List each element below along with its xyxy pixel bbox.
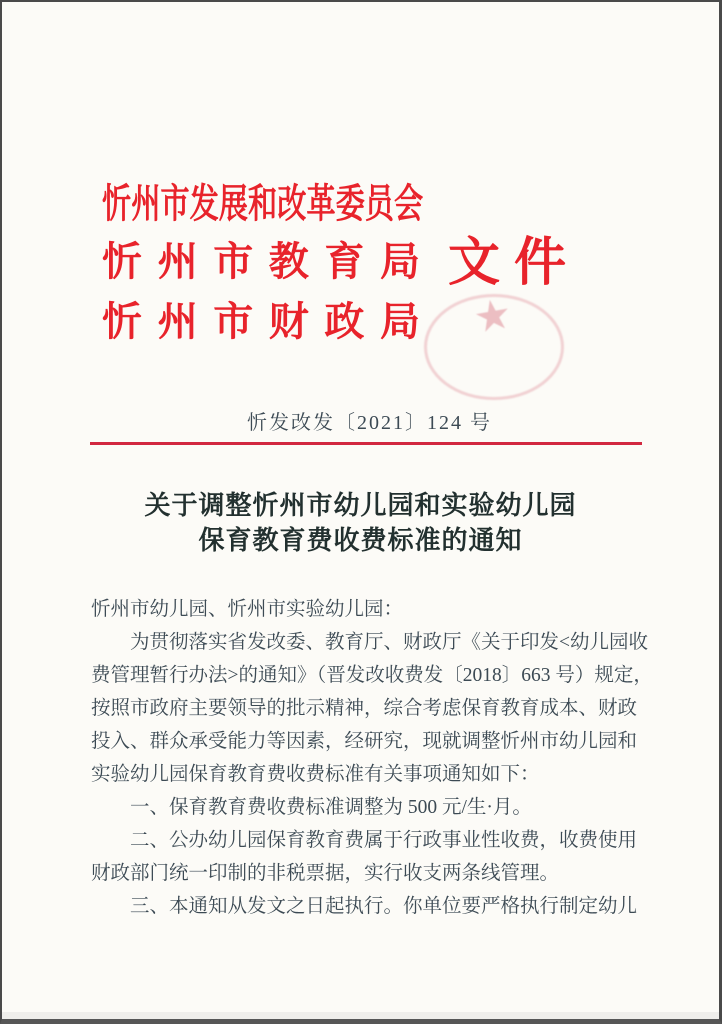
body-text-line: 实验幼儿园保育教育费收费标准有关事项通知如下： bbox=[91, 764, 540, 785]
org-char: 局 bbox=[379, 299, 420, 344]
org-char: 育 bbox=[324, 239, 365, 284]
org-char: 州 bbox=[157, 239, 198, 284]
body-text-line: 财政部门统一印制的非税票据，实行收支两条线管理。 bbox=[91, 863, 560, 884]
red-divider-line bbox=[90, 442, 642, 445]
document-title bbox=[2, 488, 719, 558]
org-char: 政 bbox=[324, 299, 365, 344]
body-text-line: 费管理暂行办法>的通知》（晋发改收费发〔2018〕663 号）规定， bbox=[91, 665, 653, 686]
org-char: 教 bbox=[268, 239, 309, 284]
body-salutation-line: 忻州市幼儿园、忻州市实验幼儿园： bbox=[91, 599, 404, 620]
org-char: 市 bbox=[213, 299, 254, 344]
org-char: 局 bbox=[379, 239, 420, 284]
body-item-1-line: 一、保育教育费收费标准调整为 500 元/生·月。 bbox=[130, 797, 532, 818]
body-item-2-line: 二、公办幼儿园保育教育费属于行政事业性收费，收费使用 bbox=[130, 830, 638, 851]
issuing-org-line-1: 忻州市发展和改革委员会 bbox=[102, 181, 424, 226]
document-body bbox=[91, 593, 653, 923]
body-text-line: 为贯彻落实省发改委、教育厅、财政厅《关于印发<幼儿园收 bbox=[130, 632, 648, 653]
org-char: 市 bbox=[213, 239, 254, 284]
org-char: 州 bbox=[157, 299, 198, 344]
seal-star-icon: ★ bbox=[470, 291, 516, 343]
body-item-3-line: 三、本通知从发文之日起执行。你单位要严格执行制定幼儿 bbox=[130, 896, 638, 917]
org-char: 忻 bbox=[102, 299, 142, 344]
document-number: 忻发改发〔2021〕124 号 bbox=[247, 412, 492, 434]
issuing-org-line-3 bbox=[102, 300, 420, 344]
org-char: 财 bbox=[268, 299, 309, 344]
org-char: 忻 bbox=[102, 239, 142, 284]
document-type-label: 文件 bbox=[448, 235, 581, 292]
issuing-org-line-2 bbox=[102, 240, 420, 284]
body-text-line: 投入、群众承受能力等因素，经研究，现就调整忻州市幼儿园和 bbox=[91, 731, 638, 752]
body-text-line: 按照市政府主要领导的批示精神，综合考虑保育教育成本、财政 bbox=[91, 698, 638, 719]
document-title-line-2: 保育教育费收费标准的通知 bbox=[198, 526, 523, 555]
document-title-line-1: 关于调整忻州市幼儿园和实验幼儿园 bbox=[144, 491, 577, 520]
